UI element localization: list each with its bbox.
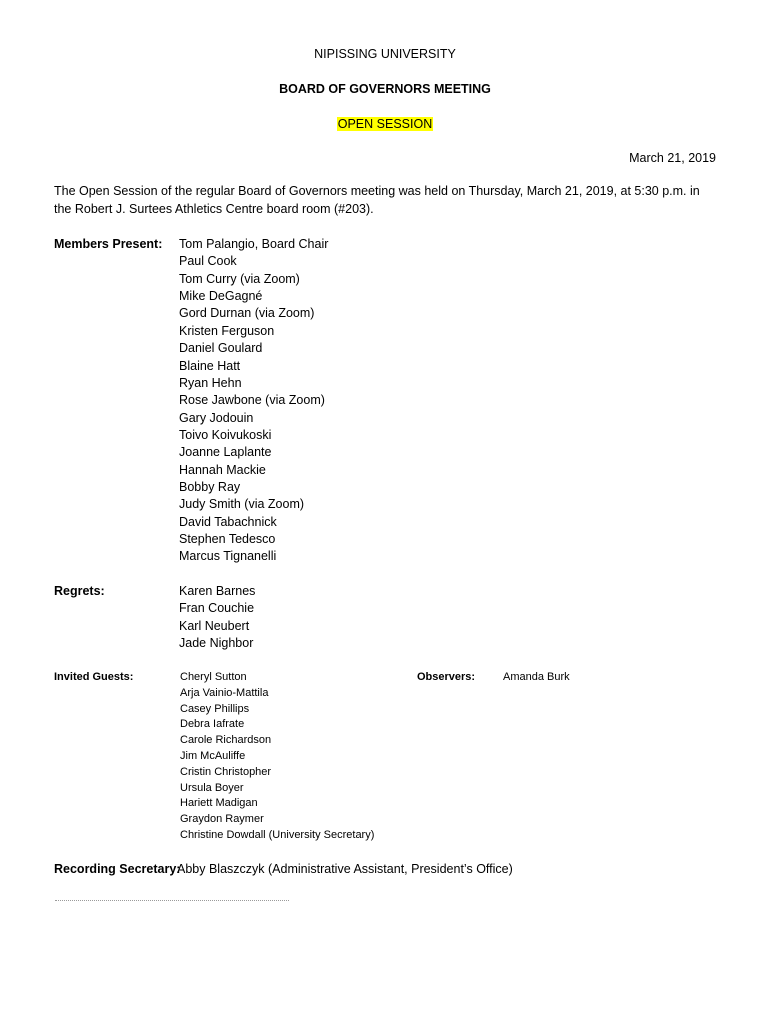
member-name: Ryan Hehn [179, 375, 242, 390]
member-name: Toivo Koivukoski [179, 427, 272, 442]
regret-name: Karen Barnes [179, 584, 256, 598]
guest-name: Arja Vainio-Mattila [180, 686, 269, 699]
member-name: Tom Palangio, Board Chair [179, 237, 329, 251]
regrets-label: Regrets: [54, 584, 105, 598]
recording-secretary-value: Abby Blaszczyk (Administrative Assistant, President’s Office) [177, 862, 513, 876]
members-present-list [179, 236, 328, 566]
guest-name: Ursula Boyer [180, 781, 244, 794]
member-name: Tom Curry (via Zoom) [179, 271, 300, 286]
guest-name: Cheryl Sutton [180, 671, 247, 683]
guest-name: Christine Dowdall (University Secretary) [180, 828, 375, 841]
regret-name: Jade Nighbor [179, 636, 254, 651]
regret-name: Karl Neubert [179, 618, 250, 633]
guest-name: Cristin Christopher [180, 765, 272, 778]
member-name: Paul Cook [179, 254, 237, 269]
member-name: Bobby Ray [179, 480, 241, 495]
regrets-list [179, 583, 255, 652]
university-name: NIPISSING UNIVERSITY [314, 47, 456, 61]
member-name: Gord Durnan (via Zoom) [179, 306, 315, 321]
intro-paragraph: The Open Session of the regular Board of Governors meeting was held on Thursday, March 21, 2019, at 5:30 p.m. in the Robert J. Surtees Athletics Centre board room (#203). [54, 184, 700, 216]
member-name: Stephen Tedesco [179, 532, 276, 547]
member-name: Blaine Hatt [179, 358, 241, 373]
members-present-label: Members Present: [54, 237, 163, 251]
member-name: David Tabachnick [179, 514, 277, 529]
observers-label: Observers: [417, 671, 476, 683]
invited-guests-label: Invited Guests: [54, 671, 134, 683]
member-name: Kristen Ferguson [179, 323, 275, 338]
guest-name: Carole Richardson [180, 734, 272, 747]
member-name: Rose Jawbone (via Zoom) [179, 393, 325, 408]
member-name: Judy Smith (via Zoom) [179, 497, 305, 512]
meeting-date: March 21, 2019 [629, 151, 716, 165]
invited-guests-list [180, 670, 374, 844]
member-name: Mike DeGagné [179, 289, 263, 304]
guest-name: Graydon Raymer [180, 813, 264, 826]
member-name: Marcus Tignanelli [179, 549, 277, 564]
guest-name: Jim McAuliffe [180, 749, 246, 762]
recording-secretary-label: Recording Secretary: [54, 862, 181, 876]
session-heading [0, 117, 770, 131]
member-name: Daniel Goulard [179, 341, 263, 356]
guest-name: Hariett Madigan [180, 797, 258, 810]
meeting-title: BOARD OF GOVERNORS MEETING [279, 82, 491, 96]
guest-name: Debra Iafrate [180, 718, 245, 731]
member-name: Joanne Laplante [179, 445, 272, 460]
member-name: Hannah Mackie [179, 462, 266, 477]
regret-name: Fran Couchie [179, 601, 255, 616]
member-name: Gary Jodouin [179, 410, 254, 425]
guest-name: Casey Phillips [180, 702, 250, 715]
observer-name: Amanda Burk [503, 671, 570, 683]
session-label: OPEN SESSION [337, 117, 433, 131]
footnote-divider [55, 900, 289, 901]
